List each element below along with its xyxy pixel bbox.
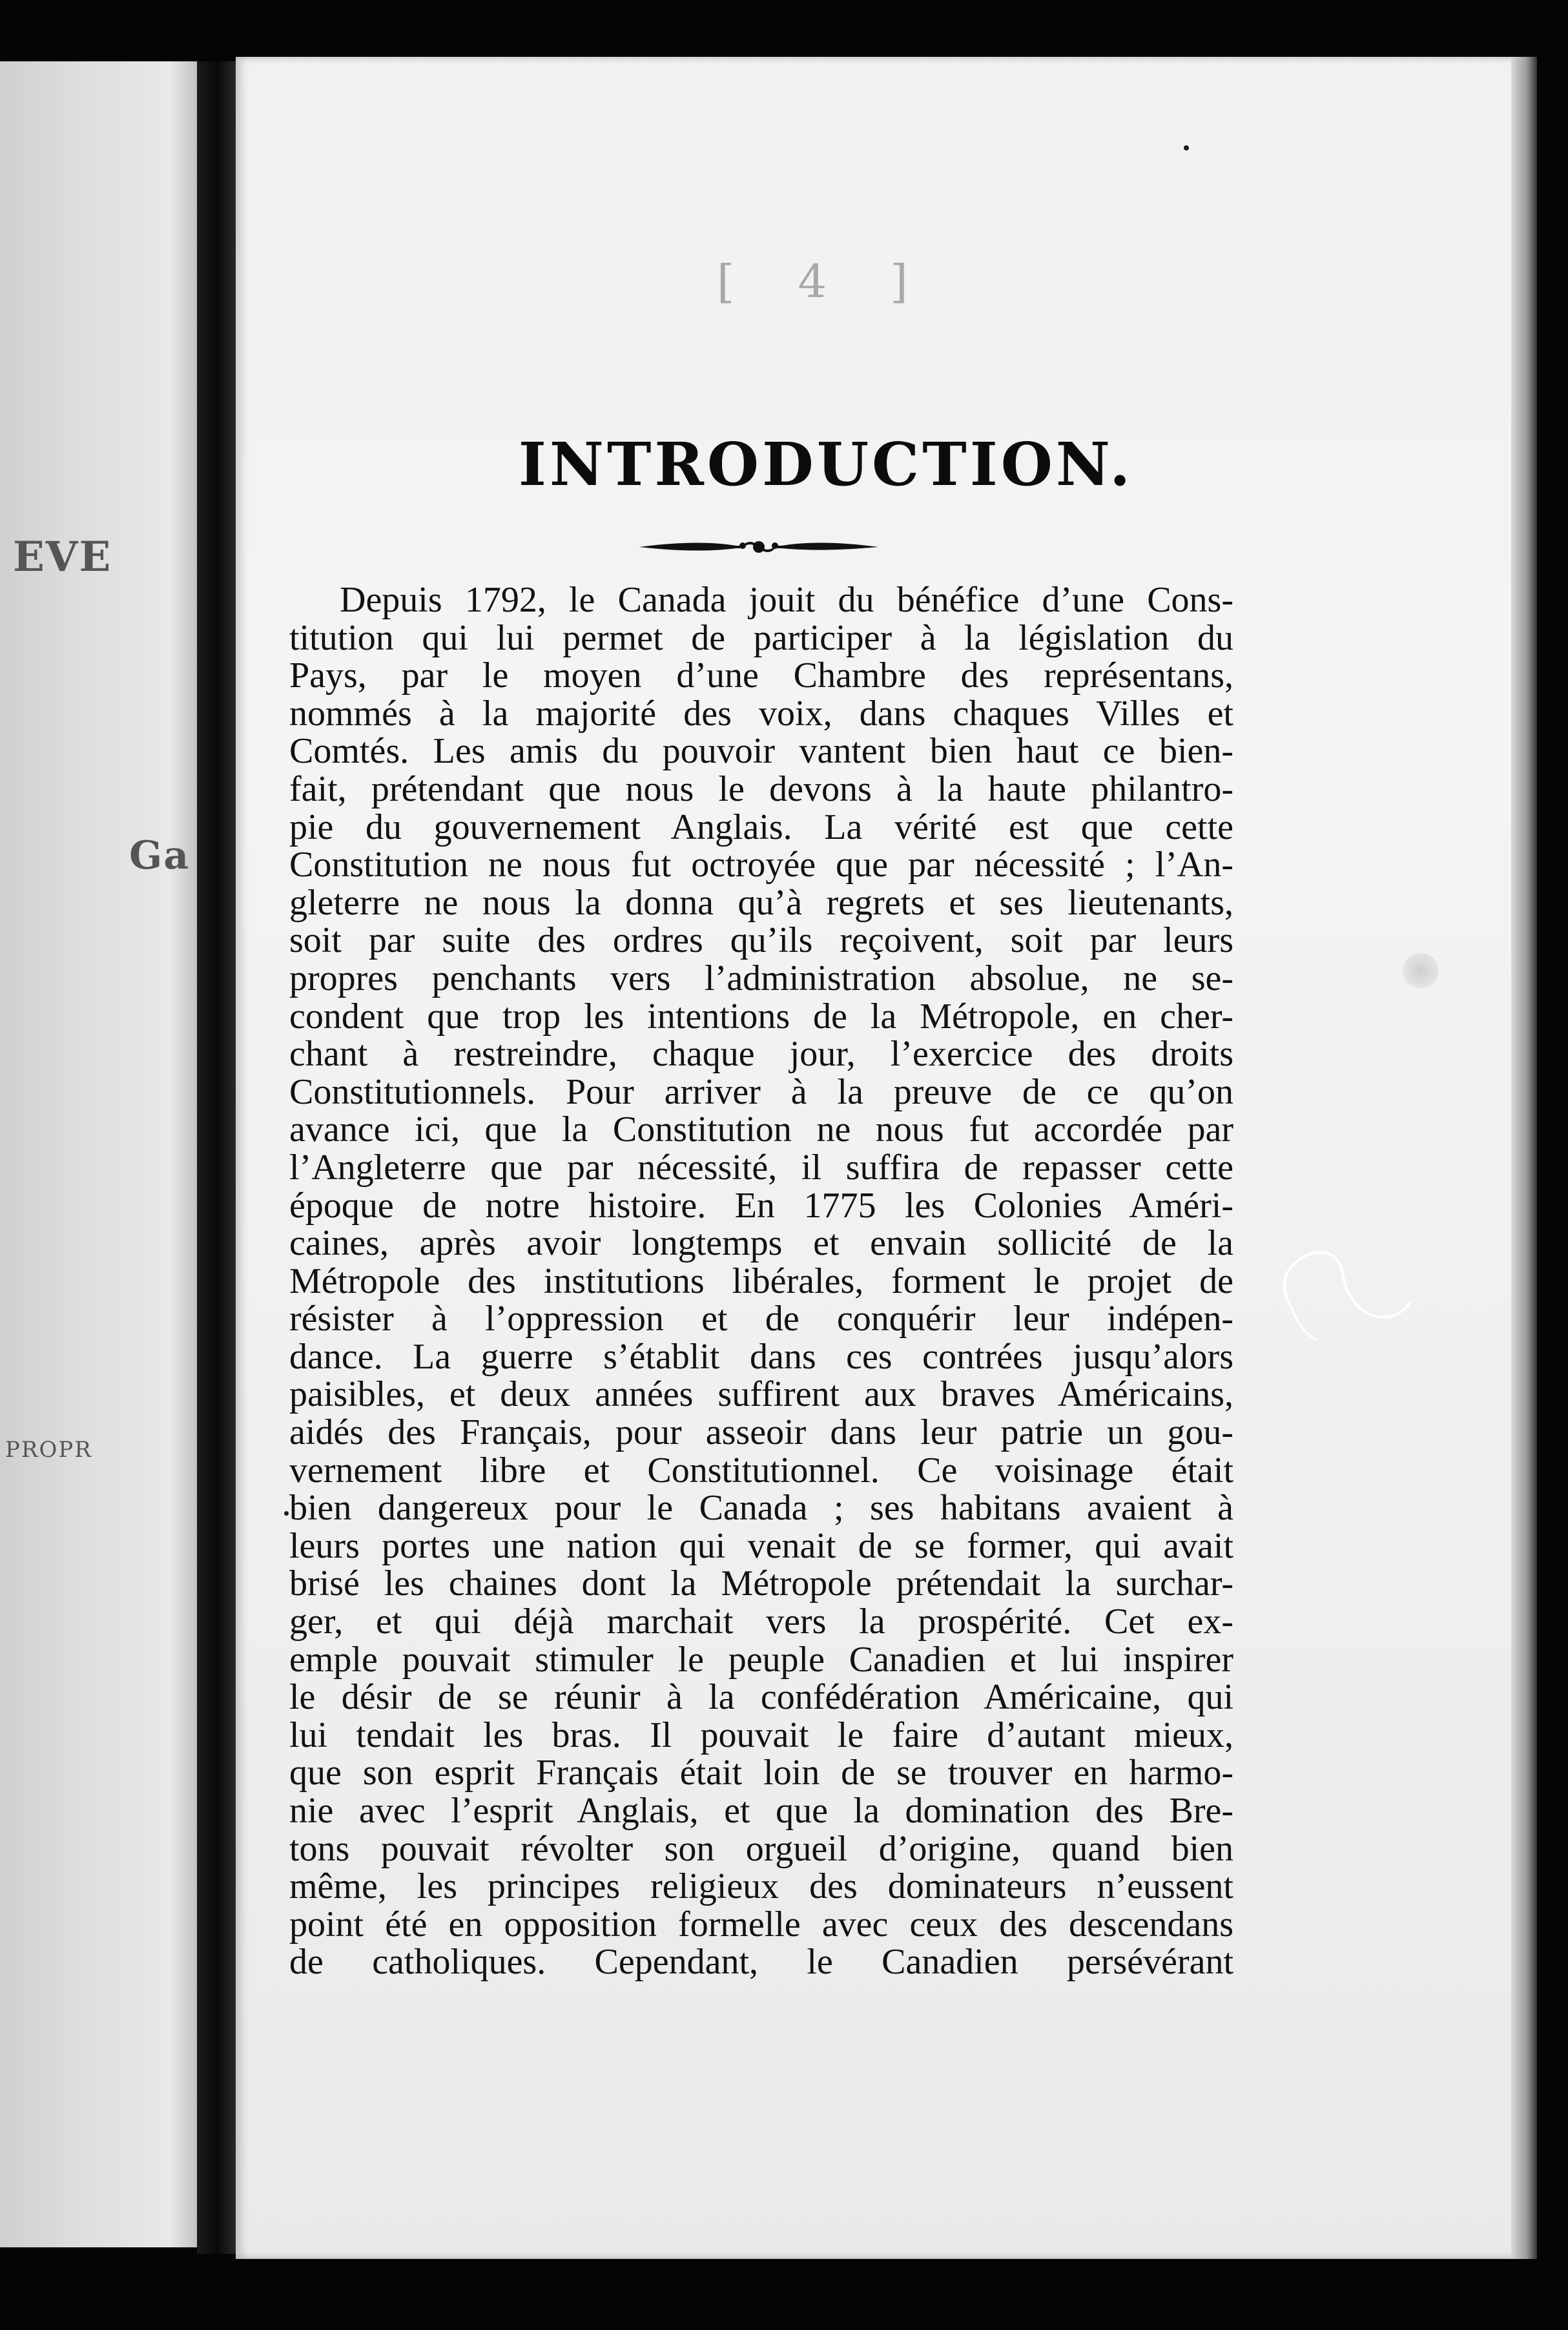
- page-right-edge: [1511, 57, 1537, 2259]
- text-line: gleterre ne nous la donna qu’à regrets et ses lieutenants,: [289, 882, 1233, 923]
- paper-stain: [1403, 953, 1439, 989]
- text-line: Depuis 1792, le Canada jouit du bénéfice d’une Cons-: [340, 580, 1233, 620]
- text-line: chant à restreindre, chaque jour, l’exercice des droits: [289, 1034, 1233, 1075]
- text-line: leurs portes une nation qui venait de se former, qui avait: [289, 1525, 1233, 1566]
- text-line: emple pouvait stimuler le peuple Canadien et lui inspirer: [289, 1639, 1233, 1680]
- previous-page-fragment-top: EVE: [13, 533, 112, 581]
- text-line: aidés des Français, pour asseoir dans leur patrie un gou-: [289, 1412, 1233, 1453]
- page-number: [ 4 ]: [717, 255, 933, 308]
- text-line: soit par suite des ordres qu’ils reçoivent, soit par leurs: [289, 920, 1233, 961]
- text-line: point été en opposition formelle avec ceux des descendans: [289, 1904, 1233, 1944]
- text-line: Constitution ne nous fut octroyée que par nécessité ; l’An-: [289, 845, 1233, 885]
- text-line: que son esprit Français était loin de se trouver en harmo-: [289, 1753, 1233, 1793]
- text-line: ger, et qui déjà marchait vers la prospérité. Cet ex-: [289, 1602, 1233, 1642]
- text-line: bien dangereux pour le Canada ; ses habitans avaient à: [289, 1488, 1233, 1529]
- text-line: époque de notre histoire. En 1775 les Colonies Améri-: [289, 1185, 1233, 1226]
- body-paragraph: [289, 581, 1233, 1981]
- text-line: résister à l’oppression et de conquérir leur indépen-: [289, 1299, 1233, 1339]
- text-line: brisé les chaines dont la Métropole prétendait la surchar-: [289, 1563, 1233, 1604]
- ink-speck: [284, 1511, 289, 1516]
- text-line: caines, après avoir longtemps et envain sollicité de la: [289, 1223, 1233, 1264]
- decorative-rule-ornament: [639, 533, 878, 559]
- text-line: le désir de se réunir à la confédération Américaine, qui: [289, 1677, 1233, 1718]
- text-line: lui tendait les bras. Il pouvait le faire d’autant mieux,: [289, 1715, 1233, 1755]
- previous-page-fragment-mid: Ga: [129, 833, 191, 878]
- text-line: Comtés. Les amis du pouvoir vantent bien haut ce bien-: [289, 731, 1233, 772]
- text-line: dance. La guerre s’établit dans ces contrées jusqu’alors: [289, 1336, 1233, 1377]
- text-line: condent que trop les intentions de la Métropole, en cher-: [289, 996, 1233, 1036]
- text-line: fait, prétendant que nous le devons à la haute philantro-: [289, 768, 1233, 809]
- text-line: tons pouvait révolter son orgueil d’origine, quand bien: [289, 1828, 1233, 1869]
- text-line: Constitutionnels. Pour arriver à la preuve de ce qu’on: [289, 1071, 1233, 1112]
- text-line: nie avec l’esprit Anglais, et que la domination des Bre-: [289, 1791, 1233, 1831]
- text-line: Métropole des institutions libérales, forment le projet de: [289, 1261, 1233, 1301]
- text-line: propres penchants vers l’administration absolue, ne se-: [289, 958, 1233, 998]
- text-line: nommés à la majorité des voix, dans chaques Villes et: [289, 693, 1233, 734]
- handwritten-pencil-mark: [1266, 1237, 1414, 1346]
- text-line: avance ici, que la Constitution ne nous fut accordée par: [289, 1109, 1233, 1150]
- text-line: même, les principes religieux des dominateurs n’eussent: [289, 1866, 1233, 1907]
- previous-page-edge: [0, 61, 200, 2247]
- book-spine-gutter: [197, 61, 237, 2254]
- text-line: titution qui lui permet de participer à la législation du: [289, 617, 1233, 658]
- text-line: vernement libre et Constitutionnel. Ce voisinage était: [289, 1450, 1233, 1490]
- text-line: l’Angleterre que par nécessité, il suffira de repasser cette: [289, 1147, 1233, 1188]
- previous-page-fragment-low: PROPR: [5, 1437, 92, 1463]
- ink-speck: [1184, 145, 1189, 150]
- page-title: INTRODUCTION.: [518, 429, 1134, 499]
- text-line: pie du gouvernement Anglais. La vérité est que cette: [289, 807, 1233, 847]
- text-line: de catholiques. Cependant, le Canadien persévérant: [289, 1942, 1233, 1983]
- text-line: Pays, par le moyen d’une Chambre des représentans,: [289, 655, 1233, 696]
- text-line: paisibles, et deux années suffirent aux braves Américains,: [289, 1374, 1233, 1415]
